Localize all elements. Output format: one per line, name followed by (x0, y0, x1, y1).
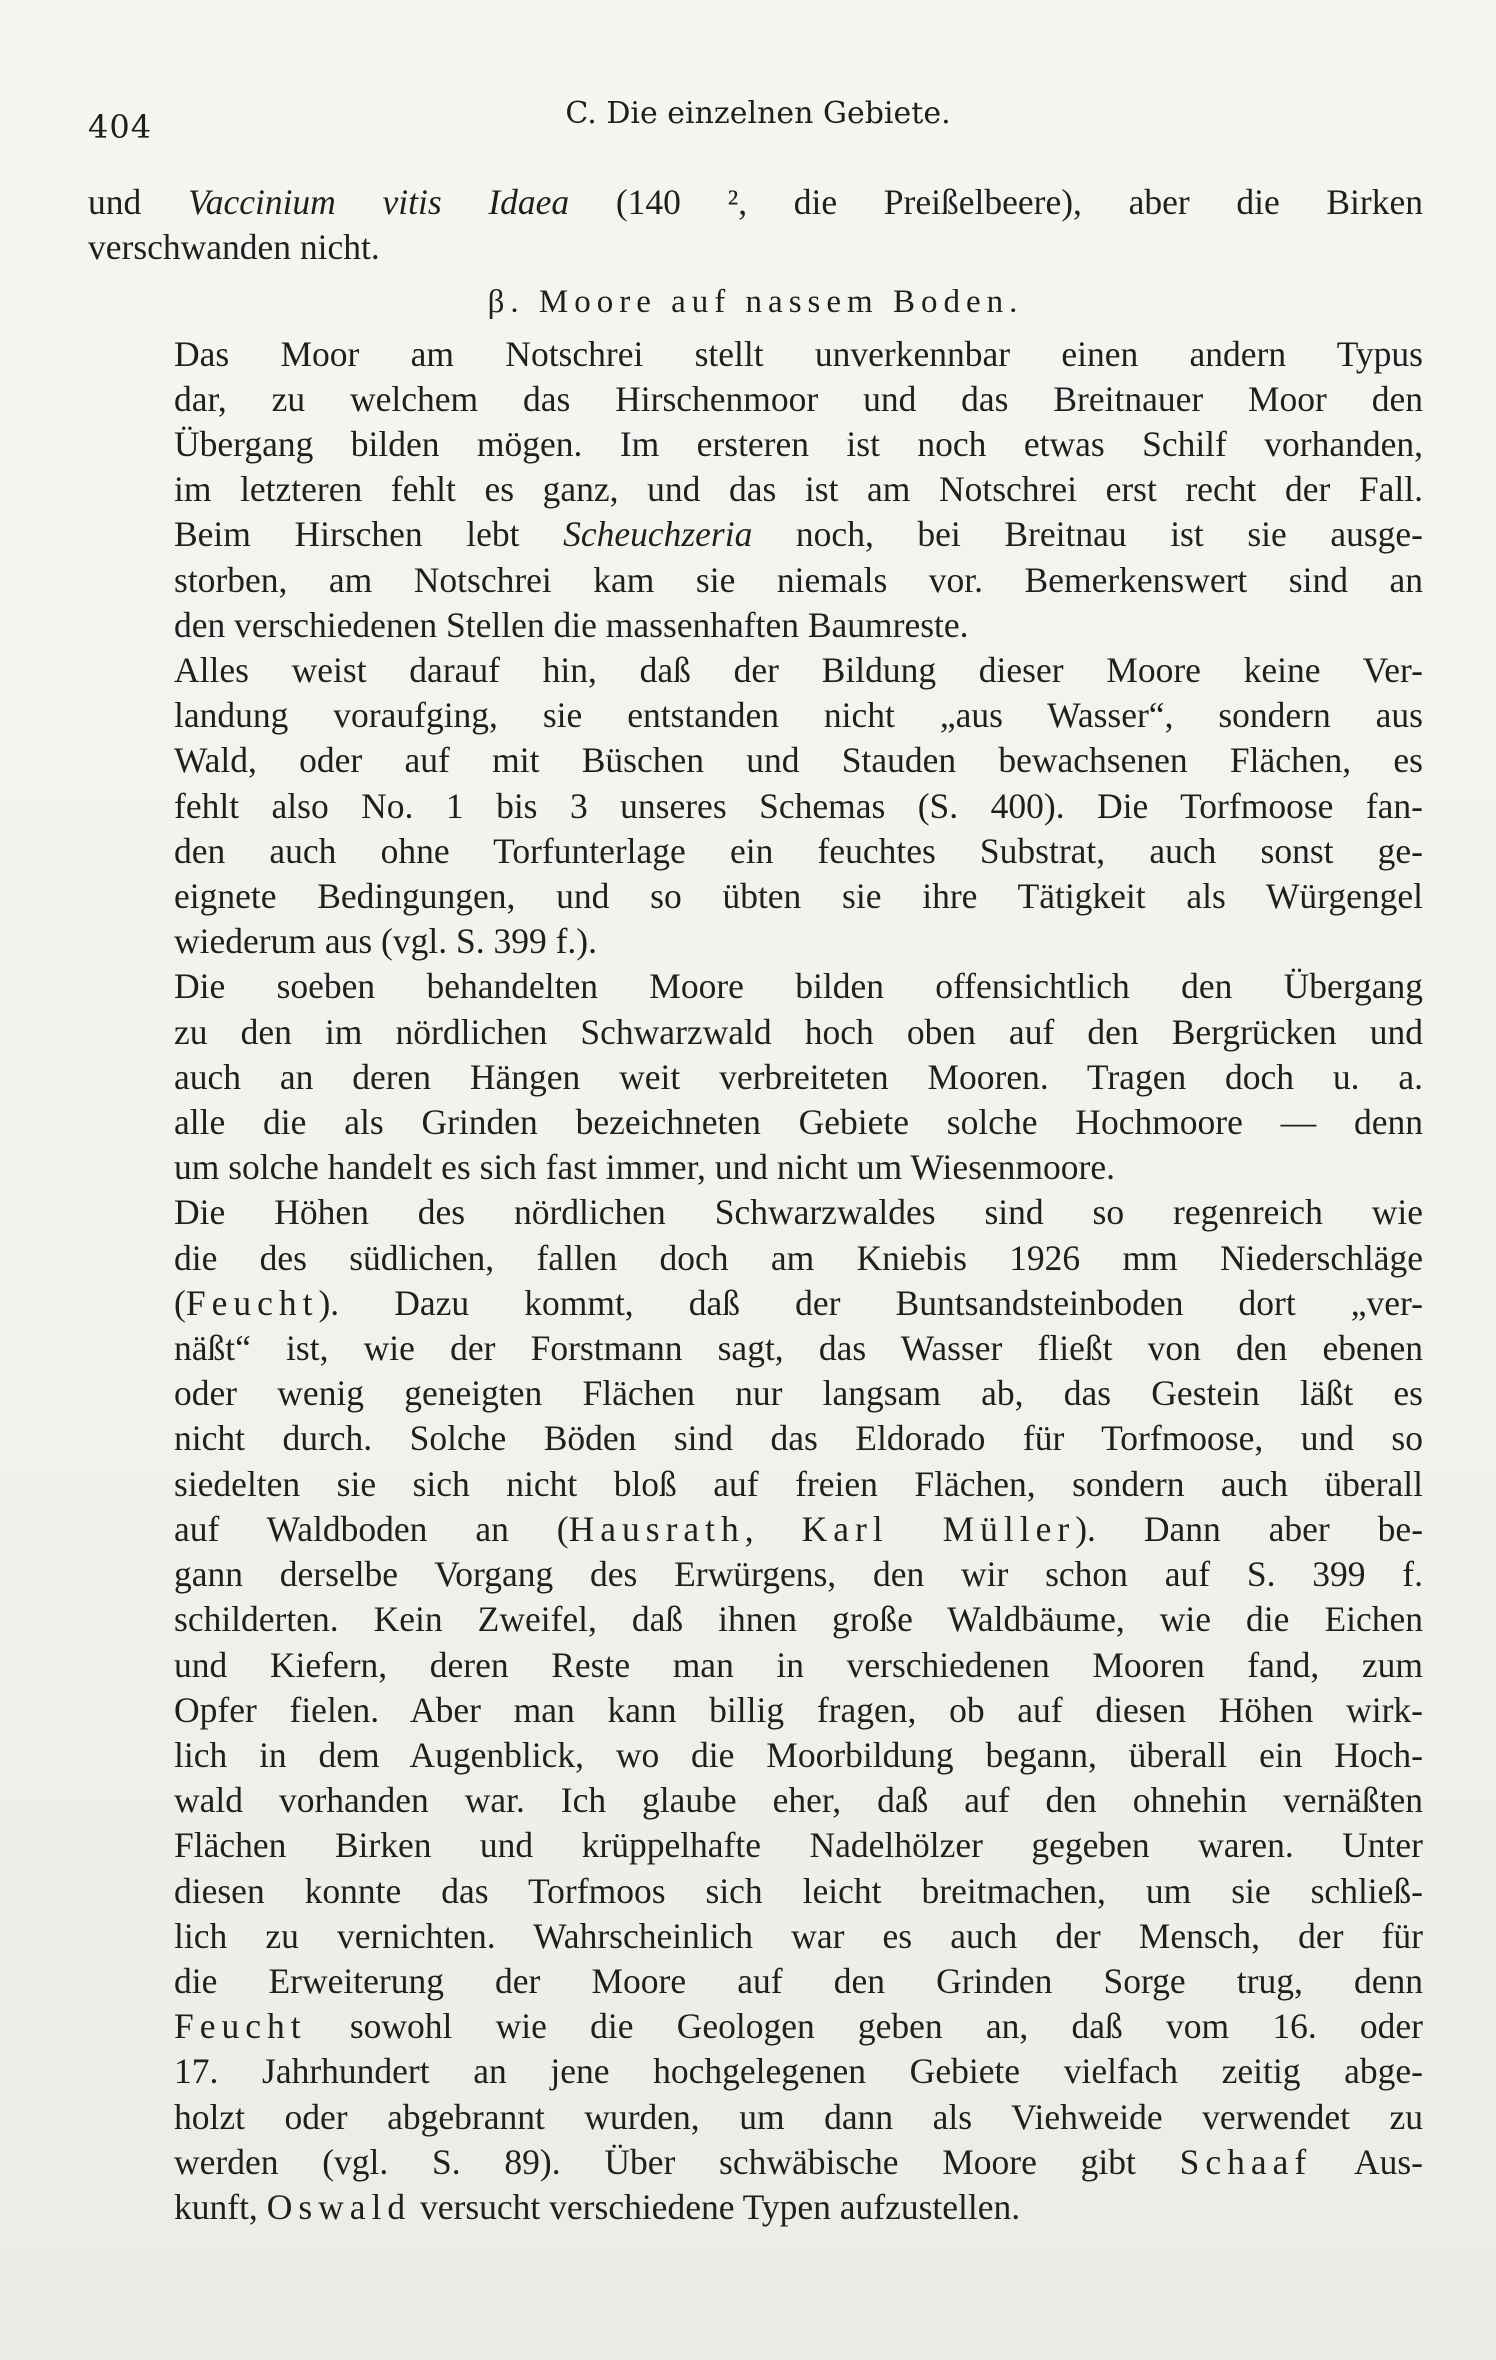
text-line: alle die als Grinden bezeichneten Gebiete solche Hochmoore — denn (174, 1102, 1423, 1143)
author-name: Feucht (174, 2006, 307, 2047)
page-number: 404 (88, 108, 153, 146)
text-line: Wald, oder auf mit Büschen und Stauden bewachsenen Flächen, es (174, 740, 1423, 781)
text-line: Die soeben behandelten Moore bilden offensichtlich den Übergang (174, 966, 1423, 1007)
text-line: lich in dem Augenblick, wo die Moorbildung begann, überall ein Hoch- (174, 1734, 1423, 1775)
text-line: siedelten sie sich nicht bloß auf freien Flächen, sondern auch überall (174, 1463, 1423, 1504)
text-line: die Erweiterung der Moore auf den Grinden Sorge trug, denn (174, 1960, 1423, 2001)
text-line: und Vaccinium vitis Idaea (140 ², die Preißelbeere), aber die Birken (88, 182, 1423, 222)
text-line: auch an deren Hängen weit verbreiteten Mooren. Tragen doch u. a. (174, 1056, 1423, 1097)
text-line: oder wenig geneigten Flächen nur langsam ab, das Gestein läßt es (174, 1373, 1423, 1414)
text-line: storben, am Notschrei kam sie niemals vor. Bemerkenswert sind an (174, 559, 1423, 600)
text-line: wiederum aus (vgl. S. 399 f.). (174, 921, 597, 962)
text-line: Die Höhen des nördlichen Schwarzwaldes sind so regenreich wie (174, 1192, 1423, 1233)
text-line: lich zu vernichten. Wahrscheinlich war es auch der Mensch, der für (174, 1915, 1423, 1956)
paragraph-4 (88, 964, 1423, 1190)
text-line: im letzteren fehlt es ganz, und das ist am Notschrei erst recht der Fall. (174, 469, 1423, 510)
text-line: gann derselbe Vorgang des Erwürgens, den wir schon auf S. 399 f. (174, 1554, 1423, 1595)
species-name: Vaccinium vitis Idaea (187, 182, 570, 222)
text-line: eignete Bedingungen, und so übten sie ihre Tätigkeit als Würgengel (174, 876, 1423, 917)
text-line: werden (vgl. S. 89). Über schwäbische Moore gibt Schaaf Aus- (174, 2141, 1423, 2182)
author-name: Schaaf (1179, 2141, 1313, 2182)
page-header (88, 96, 1428, 146)
paragraph-5 (88, 1190, 1423, 2230)
text-line: Flächen Birken und krüppelhafte Nadelhölzer gegeben waren. Unter (174, 1825, 1423, 1866)
text-line: näßt“ ist, wie der Forstmann sagt, das Wasser fließt von den ebenen (174, 1328, 1423, 1369)
text-line: den verschiedenen Stellen die massenhaften Baumreste. (174, 604, 969, 645)
text-line: und Kiefern, deren Reste man in verschiedenen Mooren fand, zum (174, 1644, 1423, 1685)
text-line: 17. Jahrhundert an jene hochgelegenen Gebiete vielfach zeitig abge- (174, 2051, 1423, 2092)
text-line: Alles weist darauf hin, daß der Bildung dieser Moore keine Ver- (174, 650, 1423, 691)
author-name: Feucht (185, 1282, 319, 1323)
text-line: landung voraufging, sie entstanden nicht „aus Wasser“, sondern aus (174, 695, 1423, 736)
text-line: schilderten. Kein Zweifel, daß ihnen große Waldbäume, wie die Eichen (174, 1599, 1423, 1640)
text-line: verschwanden nicht. (88, 227, 380, 268)
text-line: zu den im nördlichen Schwarzwald hoch oben auf den Bergrücken und (174, 1011, 1423, 1052)
author-name: Hausrath (568, 1508, 745, 1549)
paragraph-1 (88, 180, 1423, 270)
text-line: Übergang bilden mögen. Im ersteren ist noch etwas Schilf vorhanden, (174, 424, 1423, 465)
text-line: (Feucht). Dazu kommt, daß der Buntsandsteinboden dort „ver- (174, 1282, 1423, 1323)
text-line: auf Waldboden an (Hausrath, Karl Müller). Dann aber be- (174, 1508, 1424, 1549)
text-line: fehlt also No. 1 bis 3 unseres Schemas (S. 400). Die Torfmoose fan- (174, 785, 1423, 826)
text-line: um solche handelt es sich fast immer, und nicht um Wiesenmoore. (174, 1147, 1115, 1188)
section-subheading: β. Moore auf nassem Boden. (487, 284, 1024, 321)
paragraph-2 (88, 332, 1423, 648)
running-head: C. Die einzelnen Gebiete. (565, 96, 951, 131)
text-line: nicht durch. Solche Böden sind das Eldorado für Torfmoose, und so (174, 1418, 1423, 1459)
author-name: Karl Müller (801, 1508, 1076, 1549)
text-line: dar, zu welchem das Hirschenmoor und das Breitnauer Moor den (174, 378, 1423, 419)
author-name: Oswald (266, 2186, 412, 2227)
paragraph-3 (88, 648, 1423, 964)
text-line: Feucht sowohl wie die Geologen geben an, daß vom 16. oder (174, 2006, 1423, 2047)
text-line: die des südlichen, fallen doch am Kniebis 1926 mm Niederschläge (174, 1237, 1423, 1278)
text-line: diesen konnte das Torfmoos sich leicht breitmachen, um sie schließ- (174, 1870, 1423, 1911)
text-line: den auch ohne Torfunterlage ein feuchtes Substrat, auch sonst ge- (174, 830, 1423, 871)
text-line: wald vorhanden war. Ich glaube eher, daß auf den ohnehin vernäßten (174, 1780, 1423, 1821)
text-line: Beim Hirschen lebt Scheuchzeria noch, bei Breitnau ist sie ausge- (174, 514, 1423, 555)
text-line: Das Moor am Notschrei stellt unverkennbar einen andern Typus (174, 333, 1423, 374)
text-line: kunft, Oswald versucht verschiedene Typen aufzustellen. (174, 2186, 1021, 2227)
text-line: Opfer fielen. Aber man kann billig fragen, ob auf diesen Höhen wirk- (174, 1689, 1423, 1730)
text-line: holzt oder abgebrannt wurden, um dann als Viehweide verwendet zu (174, 2096, 1423, 2137)
genus-name: Scheuchzeria (563, 514, 753, 555)
body-text (88, 180, 1423, 2230)
